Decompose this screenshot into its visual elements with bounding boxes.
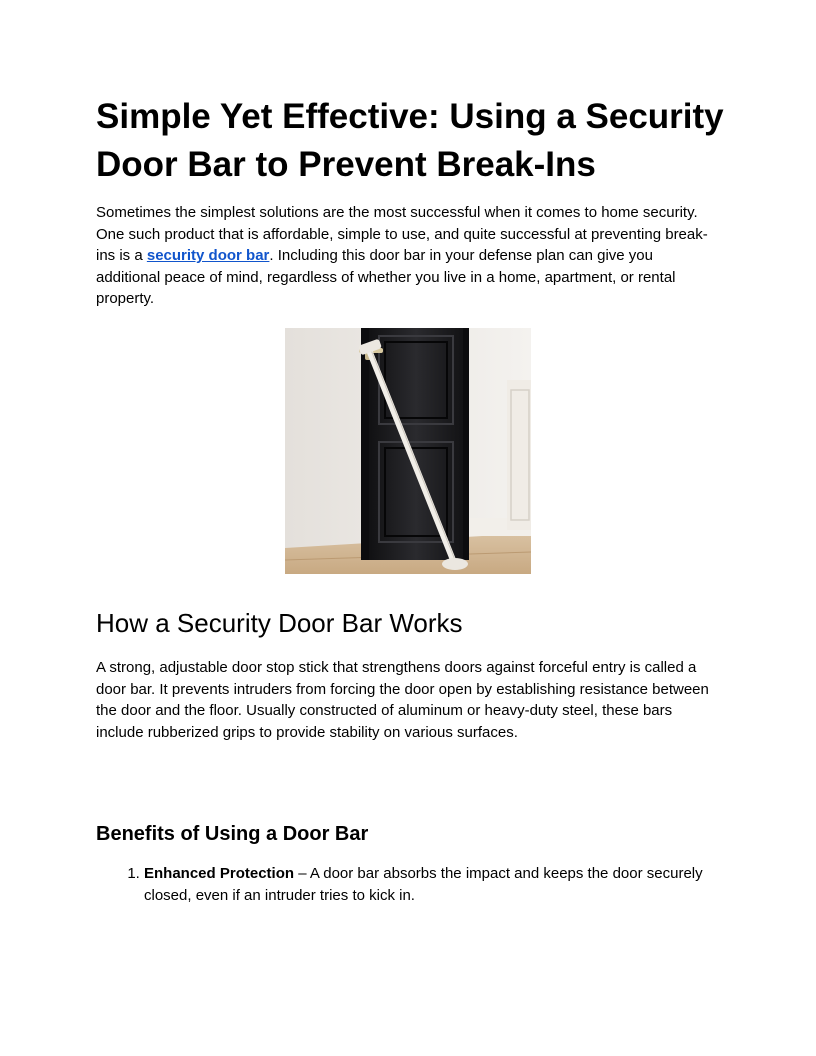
intro-text-after-link: . Including this door bar in your defense plan can give you additional peace of mind, regardless of whether you live in a home, apartment, or rental property. <box>96 247 676 307</box>
section-heading-benefits: Benefits of Using a Door Bar <box>96 823 369 845</box>
benefit-text: – A door bar absorbs the impact and keeps the door securely closed, even if an intruder tries to kick in. <box>144 865 703 904</box>
list-item <box>144 863 744 906</box>
section-heading-how-it-works: How a Security Door Bar Works <box>96 608 463 638</box>
how-it-works-paragraph: A strong, adjustable door stop stick that strengthens doors against forceful entry is called a door bar. It prevents intruders from forcing the door open by establishing resistance between the door and the floor. Usually constructed of aluminum or heavy-duty steel, these bars include rubberized grips to provide stability on various surfaces. <box>96 659 709 741</box>
benefits-list <box>96 863 744 906</box>
article-title: Simple Yet Effective: Using a Security Door Bar to Prevent Break-Ins <box>96 97 724 184</box>
benefit-title: Enhanced Protection <box>144 865 295 882</box>
security-door-bar-link[interactable]: security door bar <box>146 247 270 264</box>
intro-text-before-link: Sometimes the simplest solutions are the most successful when it comes to home security. One such product that is affordable, simple to use, and quite successful at preventing break-ins is a <box>96 204 708 264</box>
intro-paragraph <box>96 202 716 310</box>
door-bar-image <box>285 328 531 574</box>
door-bar-illustration <box>285 328 531 574</box>
